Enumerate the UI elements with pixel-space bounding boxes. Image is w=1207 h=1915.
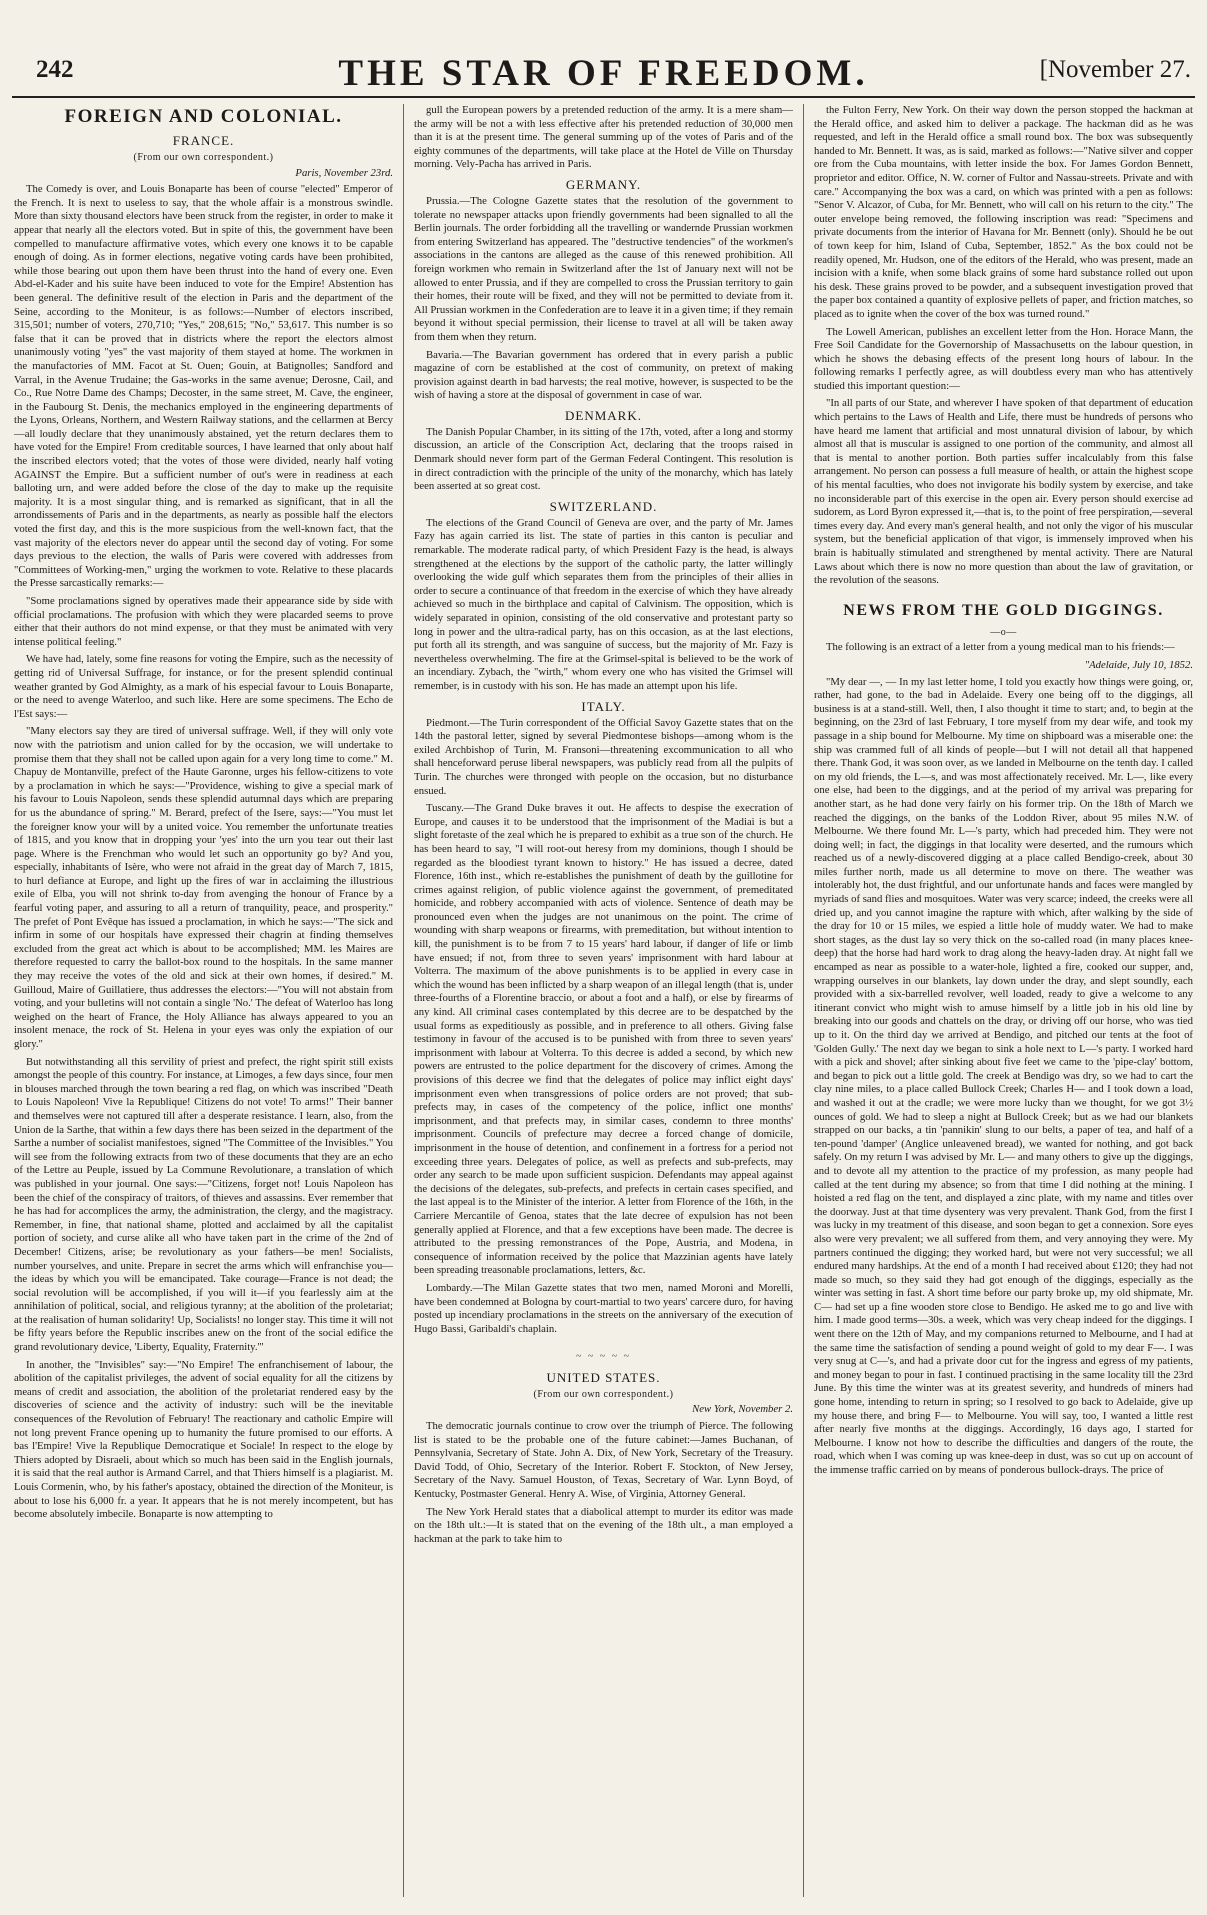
paragraph: The Danish Popular Chamber, in its sitting of the 17th, voted, after a long and stormy discussion, an article of the Conscription Act, declaring that the troops raised in Denmark should never form part of the German Federal Contingent. This resolution is in direct contradiction with the principle of the unity of the monarchy, which has lately been asserted at so great cost. — [414, 425, 793, 493]
paragraph: "Many electors say they are tired of universal suffrage. Well, if they will only vote now with the patriotism and union called for by the occasion, we will undertake to promise them that they shall not be called upon again for a very long time to come." M. Chapuy de Montanville, prefect of the Haute Garonne, urges his fellow-citizens to vote by a proclamation in which he says:—"Providence, wishing to give a special mark of his favour to Louis Napoleon, sends these splendid autumnal days which are preparing for us the abundance of spring." M. Berard, prefect of the Isere, says:—"You must let the foreigner know your will by a united voice. You remember the unfortunate treaties of 1815, and you know that in dropping your 'yes' into the urn you tear out their last page. Where is the Frenchman who would let such an opportunity go by? And you, especially, inhabitants of Isère, who were not afraid in the great day of March 7, 1815, to hurl defiance at Europe, and light up the fires of war in acclaiming the illustrious exile of Elba, you will not shrink to-day from avenging the honour of France by a fearful voting paper, and assuring to all a return of tranquility, peace, and prosperity." The prefet of Pont Evêque has issued a proclamation, in which he says:—"The sick and infirm in some of our hospitals have expressed their chagrin at finding themselves excluded from the great act which is about to be accomplished; MM. les Maires are therefore requested to carry the ballot-box round to the hospitals. In the same manner they may receive the votes of the old and sick at their own homes, if desired." M. Guilloud, Maire of Guillatiere, thus addresses the electors:—"You will not abstain from voting, and your bulletins will not contain a single 'No.' The defeat of Waterloo has long weighed on the heart of France, the Holy Alliance has always appeared to you an insolent menace, the rock of St. Helena in your eyes was only the expiation of our glory." — [14, 725, 393, 1050]
column-2 — [414, 104, 804, 1897]
paragraph: "Some proclamations signed by operatives made their appearance side by side with official proclamations. The profusion with which they were placarded seems to prove either that their authors do not mind expense, or that they must be animated with very intense political feeling." — [14, 595, 393, 648]
paragraph: The democratic journals continue to crow over the triumph of Pierce. The following list is stated to be the probable one of the future cabinet:—James Buchanan, of Pennsylvania, Secretary of State. John A. Dix, of New York, Secretary of the Treasury. David Todd, of Ohio, Secretary of the Interior. Robert F. Stockton, of New Jersey, Secretary of the Navy. Samuel Houston, of Texas, Secretary of War. Lynn Boyd, of Kentucky, Postmaster General. Henry A. Wise, of Virginia, Attorney General. — [414, 1420, 793, 1501]
columns — [14, 104, 1193, 1897]
article-body — [414, 195, 793, 403]
page-number: 242 — [36, 56, 74, 83]
article-body — [414, 717, 793, 1337]
subheading-switzerland: SWITZERLAND. — [549, 498, 658, 514]
article-body — [414, 517, 793, 694]
subheading-germany: GERMANY. — [565, 176, 642, 192]
paragraph: "In all parts of our State, and wherever I have spoken of that department of education which pertains to the Laws of Health and Life, there must be hundreds of persons who have heard me lament that artificial and most unnatural division of labour, by which almost all that is muscular is assigned to one portion of the community, and almost all that is mental to another portion. Both parties suffer incalculably from this false arrangement. No person can possess a full measure of health, or attain the highest scope of his mental faculties, who does not invigorate his bodily system by exercise, and take no inconsiderable part of this exercise in the open air. Every person should exercise ad sudorem, as Lord Byron expressed it,—that is, to the point of free perspiration,—several times every day. And every man's general health, and not only the vigor of his muscular system, but the beneficial application of that vigor, is immensely improved when his brain is habitually stimulated and strengthened by mental activity. There are Natural Laws about which there is now no more question than about the law of gravitation, or the revolution of the seasons. — [814, 397, 1193, 587]
section-heading-gold-diggings: NEWS FROM THE GOLD DIGGINGS. — [843, 601, 1164, 619]
dateline: Paris, November 23rd. — [295, 166, 393, 179]
paragraph: Piedmont.—The Turin correspondent of the Official Savoy Gazette states that on the 14th the pastoral letter, signed by several Piedmontese bishops—among whom is the exiled Archbishop of Turin, M. Fransoni—threatening excommunication to all who shall henceforward peruse liberal newspapers, was publicly read from all the pulpits of Turin. The churches were thronged with people on the occasion, but no disturbance ensued. — [414, 716, 793, 797]
subheading-france: FRANCE. — [172, 133, 235, 148]
column-3 — [814, 104, 1193, 1897]
paragraph: We have had, lately, some fine reasons for voting the Empire, such as the necessity of getting rid of Universal Suffrage, for instance, or for the present splendid continual weather granted by God Almighty, as a mark of his especial favour to Louis Bonaparte, or the need to avenge Waterloo, and such like. Here are some specimens. The Echo de l'Est says:— — [14, 653, 393, 720]
paragraph: The Comedy is over, and Louis Bonaparte has been of course "elected" Emperor of the French. It is next to useless to say, that the whole affair is a monstrous swindle. More than sixty thousand electors have been struck from the register, in order to make it appear that nearly all the electors voted. But in spite of this, the government have been compelled to manufacture affirmative votes, which every one knows it to be capable enough of doing. As in former elections, negative voting cards have been prohibited, while those bearing out upon them have been thrust into the hand of every one. Even Abd-el-Kader and his suite have been induced to vote for the Empire! Abstention has been general. The definitive result of the election in Paris and the department of the Seine, according to the Moniteur, is as follows:—Number of electors inscribed, 315,501; number of voters, 270,710; "Yes," 208,615; "No," 53,617. This number is so false that it can be proved that in districts where the report the electors almost unanimously voting "yes" the vast majority of them stayed at home. The workmen in the manufactories of MM. Facot at St. Ouen; Gouin, at Batignolles; Sandford and Varral, in the Avenue Trudaine; the Gas-works in the same avenue; Derosne, Cail, and Co., Rue Notre Dame des Champs; Decoster, in the same street, M. Cave, the engineer, in the Faubourg St. Denis, the mechanics employed in the engineering departments of the Lyons, Orleans, Northern, and Western Railway stations, and the cellarmen at Bercy—all loudly declare that they unanimously abstained, yet the return declares them to have voted for the Empire! From creditable sources, I have learned that only about half the inscribed electors voted; that the votes of those were divided, nearly half voting AGAINST the Empire. But a sufficient number of out's were in readiness at each balloting urn, and were added before the close of the day to make up the requisite majority. It is a most singular thing, and is remarked as significant, that in all the arrondissements of Paris and in the departments, as nearly as possible half the electors voted the first day, and this is the more suspicious from the well-known fact, that the vast majority of the electors never do appear until the second day of voting. For some days previous to the election, the walls of Paris were covered with addresses from "Committees of Working-men," urging the workmen to vote. Relative to these placards the Presse sarcastically remarks:— — [14, 183, 393, 590]
paragraph: The elections of the Grand Council of Geneva are over, and the party of Mr. James Fazy has again carried its list. The state of parties in this canton is peculiar and remarkable. The moderate radical party, of which President Fazy is the head, is always strengthened at the elections by the support of the catholic party, the latter willingly overlooking the wide gulf which separates them from the principles of their allies in order to secure a continuance of that freedom in the exercise of which they have already achieved so much in the birthplace and capital of Calvinism. The opposition, which is widely separated in opinion, consisting of the old conservative and protestant party so long in power and the ultra-radical party, has on this occasion, as at the last elections, put forth all its strength, and was sanguine of success, but the majority of Mr. Fazy is nevertheless overwhelming. The fire at the Grimsel-spital is believed to be the work of an incendiary. Zybach, the "wirth," whom every one who has visited the Grimsel will remember, is in custody with his son. He has made an attempt upon his life. — [414, 516, 793, 692]
masthead: THE STAR OF FREEDOM. — [338, 53, 869, 94]
paragraph: Prussia.—The Cologne Gazette states that the resolution of the government to tolerate no newspaper attacks upon friendly governments had been signalled to all the Berlin journals. The order forbidding all the travelling or wandernde Prussian workmen from entering Switzerland has appeared. The "destructive tendencies" of the workmen's associations in the cantons are alleged as the cause of this renewed prohibition. All foreign workmen who remain in Switzerland after the 1st of January next will not be allowed to enter Prussia, and if they are compelled to cross the Prussian territory to gain their homes, their route will be fixed, and they will not be permitted to deviate from it. All Prussian workmen in the Confederation are to leave it in a given time; if they remain beyond it without special permission, their license to travel at all will be taken away from them when they return. — [414, 194, 793, 343]
paragraph: Lombardy.—The Milan Gazette states that two men, named Moroni and Morelli, have been condemned at Bologna by court-martial to two years' carcere duro, for having posted up incendiary proclamations in the streets on the anniversary of the execution of Hugo Bassi, Garibaldi's chaplain. — [414, 1281, 793, 1335]
article-body — [814, 676, 1193, 1478]
byline: (From our own correspondent.) — [133, 152, 274, 163]
section-heading-foreign: FOREIGN AND COLONIAL. — [64, 106, 343, 127]
dateline: "Adelaide, July 10, 1852. — [1084, 658, 1193, 671]
page-header — [4, 52, 1203, 92]
paragraph: In another, the "Invisibles" say:—"No Empire! The enfranchisement of labour, the abolition of the capitalist privileges, the advent of social equality for all the citizens by means of credit and association, the abolition of the proletariat rendered easy by the discoveries of science and the activity of industry: such will be the inevitable consequences of the Revolution of February! The reactionary and catholic Empire will not long prevent France opening up to humanity the future promised to our efforts. A bas l'Empire! Vive la Republique Democratique et Sociale! In respect to the eloge by Thiers adopted by Disraeli, about which so much has been said in the English journals, it is said that the real author is Armand Carrel, and that Thiers himself is a plagiarist. M. Louis Cormenin, who, by his father's apostacy, obtained the direction of the Moniteur, is about to lose his 6,000 fr. a year. It appears that he is not merely incompetent, but has become absolutely imbecile. Bonaparte is now attempting to — [14, 1358, 393, 1521]
paragraph: Bavaria.—The Bavarian government has ordered that in every parish a public magazine of corn be established at the cost of community, on pretext of making provision against dearth in bad harvests; the real motive, however, is suspected to be the wish of having a store at the disposal of government in case of war. — [414, 348, 793, 402]
article-body — [414, 426, 793, 494]
article-body — [414, 1420, 793, 1546]
subheading-italy: ITALY. — [581, 698, 626, 714]
subheading-denmark: DENMARK. — [565, 407, 642, 423]
divider: —o— — [990, 626, 1017, 638]
article-body — [814, 104, 1193, 588]
paragraph: "My dear —, — In my last letter home, I told you exactly how things were going, or, rather, had gone, to the bad in Adelaide. Every one being off to the diggings, all business is at a stand-still. Well, then, I also thought it time to start; and, to begin at the beginning, on the 23rd of last February, I tore myself from my dear wife, and took my passage in a ship bound for Melbourne. My time on shipboard was a miserable one: the ship was crammed full of all kinds of people—but I will not detail all that happened there. Thank God, it was soon over, as we landed in Melbourne on the tenth day. I called on my old friends, the L—s, and was most affectionately received. Mr. L—, like every one else, had been to the diggings, and at the period of my arrival was preparing for another start, as he had done very fairly on his former trip. On the 18th of March we reached the diggings, on the banks of the Loddon River, about 95 miles N.W. of Melbourne. We there found Mr. L—'s party, which had preceded him. They were not doing well; in fact, the diggings in that locality were deserted, and the rumours which reached us of a newly-discovered digging at a place called Bendigo-creek, about 30 miles further north, made us all determine to move on there. The weather was intolerably hot, the dust frightful, and our unfortunate hands and faces were mangled by myriads of sand flies and mosquitoes. Water was very scarce; indeed, the creeks were all dried up, and you cannot imagine the rapture with which, after walking by the side of the dray for 10 or 15 miles, we espied a little hole of muddy water. We had to make short stages, as the dust lay so very thick on the so-called road (in many places knee-deep) that the horse had hard work to drag along the heavy-laden dray. At night fall we encamped as near as possible to a water-hole, lighted a fire, cooked our supper, and, wrapping ourselves in our blankets, lay down under the dray, and slept soundly, each provided with a six-barrelled revolver, well loaded, ready to give a welcome to any itinerant convict who might wish to amuse himself by a little job in his old line by breaking into our goods and chattels on the dray, or driving off our horse, who was tied up to it. On the third day we arrived at Bendigo, and pitched our tents at the foot of 'Golden Gully.' The next day we began to sink a hole next to L—'s party. I worked hard with a pick and shovel; after sinking about five feet we came to the 'pipe-clay' bottom, and began to pick out a little gold. The creek at Bendigo was dry, so we had to cart the clay nine miles, to a place called Bullock Creek; Charles H— and I took down a load, and washed it out at the cradle; we were more lucky than we thought, for we got 3½ ounces of gold. We had to sleep a night at Bullock Creek; but as we had our blankets strapped on our backs, a tin 'pannikin' slung to our belts, a paper of tea, and half of a ten-pound 'damper' (Anglice unleavened bread), we wanted for nothing, and got back safely. On my return I was advised by Mr. L— and many others to give up the diggings, and to devote all my attention to the practice of my profession, as many people had called at the tent during my absence; so from that time I did nothing at the mining. I hoisted a red flag on the tent, and displayed a zinc plate, with my name and titles over the doorway. Just at that time dysentery was very prevalent. Thank God, from the first I was lucky in my treatment of this disease, and soon began to get a connexion. Sore eyes also were very prevalent; we all suffered from them, and very annoying they were. My partners continued the digging; they worked hard, but were not very successful; we all endured many hardships. At the end of a month I had received about £120; they had not made so much, so they said they had got enough of the diggings, especially as the winter was setting in fast. A short time before our party broke up, my old shipmate, Mr. C— had set up a fine wooden store close to Bendigo. He asked me to go and live with him. I made good terms—30s. a week, which was very cheap indeed for the diggings. I went there on the 12th of May, and my companions returned to Melbourne, and I had at the same time the satisfaction of sending a pound weight of gold to my dear F—. I was very snug at C—'s, and had a private door cut for the ingress and egress of my patients, and money began to pour in fast. I continued practising in the same locality till the 23rd June. By this time the winter was at its greatest severity, and hundreds of miners had gone home, intending to return in spring; so I resolved to go back to Adelaide, give up my house there, and bring F— to Melbourne. You will say, too, I wanted a little rest after nearly five months at the diggings. Accordingly, 16 days ago, I started for Melbourne. I know not how to describe the difficulties and dangers of the route, the road, which when I was coming up was knee-deep in dust, was so cut up on account of the immense traffic carried on by means of ponderous bullock-drays. The price of — [814, 675, 1193, 1476]
article-body — [14, 183, 393, 1522]
paragraph: the Fulton Ferry, New York. On their way down the person stopped the hackman at the Herald office, and asked him to deliver a package. The hackman did as he was requested, and left in the Herald office a small round box. The box was subsequently handed to Mr. Bennett. It was, as is said, marked as follows:—"Native silver and copper ore from the Cuba mountains, with letter inside the box. For James Gordon Bennett, proprietor and editor. Office, N. W. corner of Fultor and Nassau-streets. Private and with care." Accompanying the box was a card, on which was printed with a pen as follows: "Senor V. Alcazor, of Cuba, for Mr. Bennett, who will call on his return to the city." The outer envelope being removed, the following inscription was read: "Specimens and private documents from the interior of Havana for Mr. Bennett (only). Should he be out of town keep for him, Island of Cuba, September, 1852." As the box could not be readily opened, Mr. Hudson, one of the editors of the Herald, who was present, made an incision with a knife, when some black grains of some hard substance rolled out upon his desk. These grains proved to be powder, and a subsequent investigation proved that the paper box contained a quantity of explosive pellets of paper, and friction matches, so placed as to ignite when the cover of the box was turned round." — [814, 104, 1193, 320]
byline: (From our own correspondent.) — [533, 1388, 674, 1400]
column-1 — [14, 104, 404, 1897]
article-continuation: gull the European powers by a pretended reduction of the army. It is a mere sham—the army will be not a with less effective after his pretended reduction of 30,000 men than it is at the present time. The general summing up of the votes of Paris and of the eighty communes of the departments, will take place at the Hotel de Ville on Thursday morning. Vely-Pacha has arrived in Paris. — [414, 104, 793, 171]
header-rule — [12, 96, 1195, 98]
section-ornament: ~ ~ ~ ~ ~ — [575, 1351, 632, 1363]
paragraph: The New York Herald states that a diabolical attempt to murder its editor was made on the 18th ult.:—It is stated that on the evening of the 18th ult., a man employed a hackman at the park to take him to — [414, 1505, 793, 1545]
gold-intro: The following is an extract of a letter from a young medical man to his friends:— — [826, 641, 1175, 654]
paragraph: Tuscany.—The Grand Duke braves it out. He affects to despise the execration of Europe, and causes it to be understood that the imprisonment of the Madiai is but a slight foretaste of the zeal which he is prepared to exhibit as a true son of the church. He has been heard to say, "I will root-out heresy from my dominions, though I should be regarded as the bloodiest tyrant known to history." He has issued a decree, dated Florence, 16th inst., which re-establishes the punishment of death by the guillotine for crimes against religion, of public violence against the government, of premeditated homicide, and robbery accompanied with acts of violence. Sentence of death may be pronounced even when the judges are not unanimous on the point. The crime of wounding with sharp weapons or firearms, with premeditation, but without intention to kill, the punishment is to be from 7 to 15 years' hard labour, if danger of life or limb have ensued; if not, from three to seven years' imprisonment with hard labour at Volterra. The maximum of the above punishments is to be applied in every case in which the wound has been inflicted by a sharp weapon of an illegal length (that is, under three-fourths of a Florentine braccio, or about a foot and a half), or else by firearms of any kind. All criminal cases contemplated by this decree are to be despatched by the usual forms as expeditiously as possible, and in preference to all others. Giving false testimony in favour of the accused is to be punished with from three to seven years' imprisonment with labour at Volterra. To this decree is added a second, by which new powers are entrusted to the police department for the discovery of crimes. Among the provisions of this decree we find that the delegates of police may inflict eight days' imprisonment even when transgressions of police orders are not proved; that sub-prefects may, in cases of the competency of the police, inflict one months' imprisonment, and that prefects may, in similar cases, condemn to three months' imprisonment. Councils of prefecture may decree a forced change of domicile, imprisonment in the house of detention, and confinement in a fortress for a period not exceeding three years. Delegates of police, as well as prefects and sub-prefects, may order any search to be made upon sufficient suspicion. Defendants may appeal against the decisions of the delegates, sub-prefects, and prefects in certain cases specified, and the last appeal is to the Minister of the interior. A letter from Florence of the 16th, in the Carriere Mercantile of Genoa, states that the late decree of expulsion has not been generally applied at Florence, and that a few exceptions have been made. The decree is attributed to the pressing remonstrances of the Pope, Austria, and Modena, in consequence of information received by the police that Mazzinian agents have lately been spreading treasonable proclamations, letters, &c. — [414, 802, 793, 1277]
issue-date: [November 27. — [1039, 56, 1191, 83]
paragraph: The Lowell American, publishes an excellent letter from the Hon. Horace Mann, the Free Soil Candidate for the Governorship of Massachusetts on the labour question, in which he shows the debasing effects of the present long hours of labour. In the following remarks I perfectly agree, as will doubtless every man who has attentively studied this important question:— — [814, 325, 1193, 392]
paragraph: But notwithstanding all this servility of priest and prefect, the right spirit still exists amongst the people of this country. For instance, at Limoges, a few days since, four men in blouses marched through the town bearing a red flag, on which was inscribed "Death to Louis Napoleon! Vive la Republique! Citizens do not vote! To arms!" Their banner and themselves were not captured till after a desperate resistance. I learn, also, from the Union de la Sarthe, that within a few days there has been seized in the department of the Sarthe a number of socialist manifestoes, signed "The Committee of the Invisibles." You will see from the following extracts from two of these documents that they are an echo of the Lettre au Peuple, issued by La Commune Revolutionare, a translation of which was published in your journal. One says:—"Citizens, forget not! Louis Napoleon has been the chief of the conspiracy of traitors, of thieves and assassins. Ever remember that he has had for accomplices the army, the administration, the clergy, and the magistracy. Remember, in fine, that national shame, plotted and acclaimed by all the capitalist portion of society, and curse alike all who have taken part in the crime of the 2nd of December! Citizens, arise; be revolutionary as your fathers—be men! Socialists, number yourselves, and unite. Prepare in secret the arms which will enfranchise you—the ideas by which you will be emancipated. Take courage—France is not dead; the social revolution will be accomplished, if you will it—if you fearlessly aim at the annihilation of political, social, and religious tyranny; at the abolition of the proletariat; at the realisation of human solidarity! Up, Socialists! no longer stay. This time it will not be fifty years before the Republic inscribes anew on the front of the social edifice the grand revolutionary device, 'Liberty, Equality, Fraternity.'" — [14, 1055, 393, 1354]
subheading-united-states: UNITED STATES. — [546, 1369, 661, 1385]
dateline: New York, November 2. — [692, 1403, 793, 1416]
